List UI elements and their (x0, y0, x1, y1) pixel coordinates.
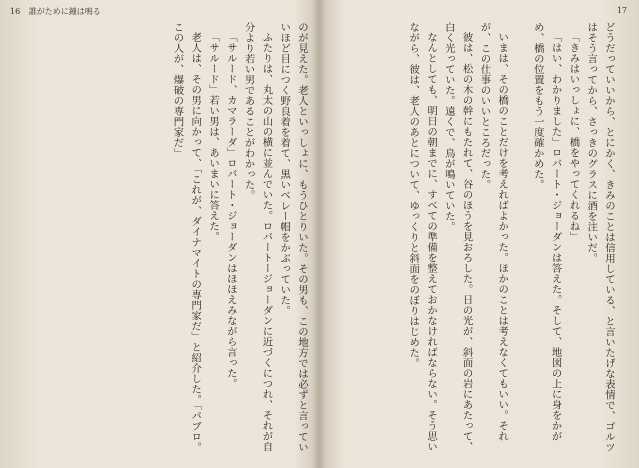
running-head: 誰がために鐘は鳴る (28, 7, 101, 16)
left-paragraph: のが見えた。老人といっしょに、もうひとりいた。その男も、この地方では必ずと言っていいほど目につく野良着を着て、黒いベレー帽をかぶっていた。 (278, 22, 308, 453)
right-page-folio: 17 (616, 6, 627, 15)
left-paragraph: 老人は、その男に向かって、「これが、ダイナマイトの専門家だ」と紹介した。「パブロ。この人が、爆破の専門家だ」 (171, 22, 202, 453)
left-paragraph: 「サルード」若い男は、あいまいに答えた。 (207, 32, 220, 243)
left-paragraph: 「サルード、カマラーダ」ロバート・ジョーダンはほほえみながら言った。 (224, 32, 237, 390)
left-page-folio: 16 (10, 7, 21, 16)
right-paragraph: 彼は、松の木の幹にもたれて、谷のほうを見おろした。日の光が、斜面の岩にあたって、白く光っていた。遠くで、鳥が鳴いていた。 (442, 22, 473, 453)
right-page (322, 0, 639, 468)
left-page-body (12, 22, 310, 460)
left-paragraph: ふたりは、丸太の山の横に並んでいた。ロバートージョーダンに近づくにつれ、それが自分より若い男であることがわかった。 (242, 22, 273, 453)
right-paragraph: どうだっていいから、とにかく、きみのことは信用している、と言いたげな表情で、ゴルツはそう言ってから、さっきのグラスに酒を注いだ。 (585, 22, 615, 453)
right-paragraph: なんとしても、明日の朝までに、すべての準備を整えておかなければならない。そう思いながら、彼は、老人のあとについて、ゆっくりと斜面をのぼりはじめた。 (407, 22, 438, 453)
right-page-body (331, 22, 617, 460)
left-page-header (10, 6, 101, 17)
right-paragraph: 「きみはいっしょに、橋をやってくれるね」 (567, 32, 580, 243)
right-paragraph: いまは、その橋のことだけを考えればよかった。ほかのことは考えなくてもいい。それが、この仕事のいいところだった。 (478, 22, 509, 442)
left-page (0, 0, 316, 468)
right-paragraph: 「はい、わかりました」ロバート・ジョーダンは答えた。そして、地図の上に身をかがめ、橋の位置をもう一度確かめた。 (531, 22, 562, 442)
